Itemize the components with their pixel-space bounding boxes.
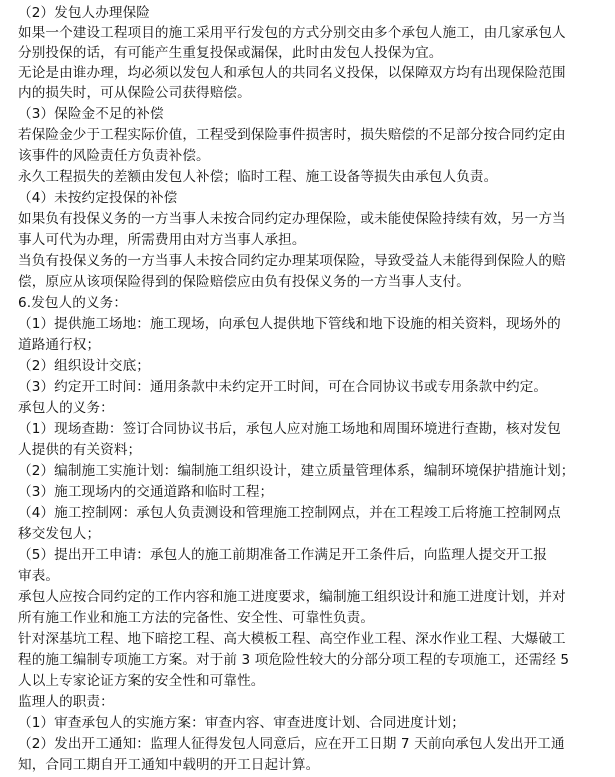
paragraph-line: 该事件的风险责任方负责补偿。 (18, 148, 210, 164)
heading-insufficient-insurance: （3）保险金不足的补偿 (18, 106, 164, 122)
list-item: （2）编制施工实施计划：编制施工组织设计，建立质量管理体系，编制环境保护措施计划； (18, 463, 575, 479)
paragraph-line: 程的施工编制专项施工方案。对于前 3 项危险性较大的分部分项工程的专项施工，还需经 5 (18, 652, 570, 668)
paragraph-line: 人以上专家论证方案的安全性和可靠性。 (18, 673, 265, 689)
paragraph-line: 若保险金少于工程实际价值，工程受到保险事件损害时，损失赔偿的不足部分按合同约定由 (18, 127, 566, 143)
paragraph-line: 内的损失时，可从保险公司获得赔偿。 (18, 85, 251, 101)
list-item: （2）组织设计交底； (18, 358, 150, 374)
list-item: （1）现场查勘：签订合同协议书后，承包人应对施工场地和周围环境进行查勘，核对发包 (18, 421, 561, 437)
list-item: （1）审查承包人的实施方案：审查内容、审查进度计划、合同进度计划； (18, 715, 465, 731)
list-item: （5）提出开工申请：承包人的施工前期准备工作满足开工条件后，向监理人提交开工报 (18, 547, 548, 563)
paragraph-line: 事人可代为办理，所需费用由对方当事人承担。 (18, 232, 306, 248)
heading-uninsured-compensation: （4）未按约定投保的补偿 (18, 190, 178, 206)
list-item: （1）提供施工场地：施工现场，向承包人提供地下管线和地下设施的相关资料，现场外的 (18, 316, 561, 332)
paragraph-line: 永久工程损失的差额由发包人补偿；临时工程、施工设备等损失由承包人负责。 (18, 169, 498, 185)
list-item-continuation: 移交发包人； (18, 526, 101, 542)
paragraph-line: 所有施工作业和施工方法的完备性、安全性、可靠性负责。 (18, 610, 375, 626)
list-item-continuation: 人提供的有关资料； (18, 442, 142, 458)
list-item: （4）施工控制网：承包人负责测设和管理施工控制网点，并在工程竣工后将施工控制网点 (18, 505, 561, 521)
list-item-continuation: 道路通行权； (18, 337, 101, 353)
heading-supervisor-duties: 监理人的职责： (18, 694, 114, 710)
list-item-continuation: 审表。 (18, 568, 60, 584)
paragraph-line: 偿，原应从该项保险得到的保险赔偿应由负有投保义务的一方当事人支付。 (18, 274, 470, 290)
list-item: （3）施工现场内的交通道路和临时工程； (18, 484, 274, 500)
list-item: （3）约定开工时间：通用条款中未约定开工时间，可在合同协议书或专用条款中约定。 (18, 379, 548, 395)
heading-contractor-obligations: 承包人的义务： (18, 400, 114, 416)
heading-owner-obligations: 6.发包人的义务： (18, 295, 128, 311)
paragraph-line: 分别投保的话，有可能产生重复投保或漏保，此时由发包人投保为宜。 (18, 45, 443, 61)
list-item: （2）发出开工通知：监理人征得发包人同意后，应在开工日期 7 天前向承包人发出开工通 (18, 736, 565, 752)
paragraph-line: 当负有投保义务的一方当事人未按合同约定办理某项保险，导致受益人未能得到保险人的赔 (18, 253, 566, 269)
list-item-continuation: 知，合同工期自开工通知中载明的开工日起计算。 (18, 757, 320, 773)
paragraph-line: 无论是由谁办理，均必须以发包人和承包人的共同名义投保，以保障双方均有出现保险范围 (18, 65, 566, 81)
paragraph-line: 承包人应按合同约定的工作内容和施工进度要求，编制施工组织设计和施工进度计划，并对 (18, 589, 566, 605)
paragraph-line: 如果负有投保义务的一方当事人未按合同约定办理保险，或未能使保险持续有效，另一方当 (18, 211, 566, 227)
paragraph-line: 如果一个建设工程项目的施工采用平行发包的方式分别交由多个承包人施工，由几家承包人 (18, 25, 566, 41)
paragraph-line: 针对深基坑工程、地下暗挖工程、高大模板工程、高空作业工程、深水作业工程、大爆破工 (18, 631, 566, 647)
heading-owner-insurance: （2）发包人办理保险 (18, 5, 150, 21)
